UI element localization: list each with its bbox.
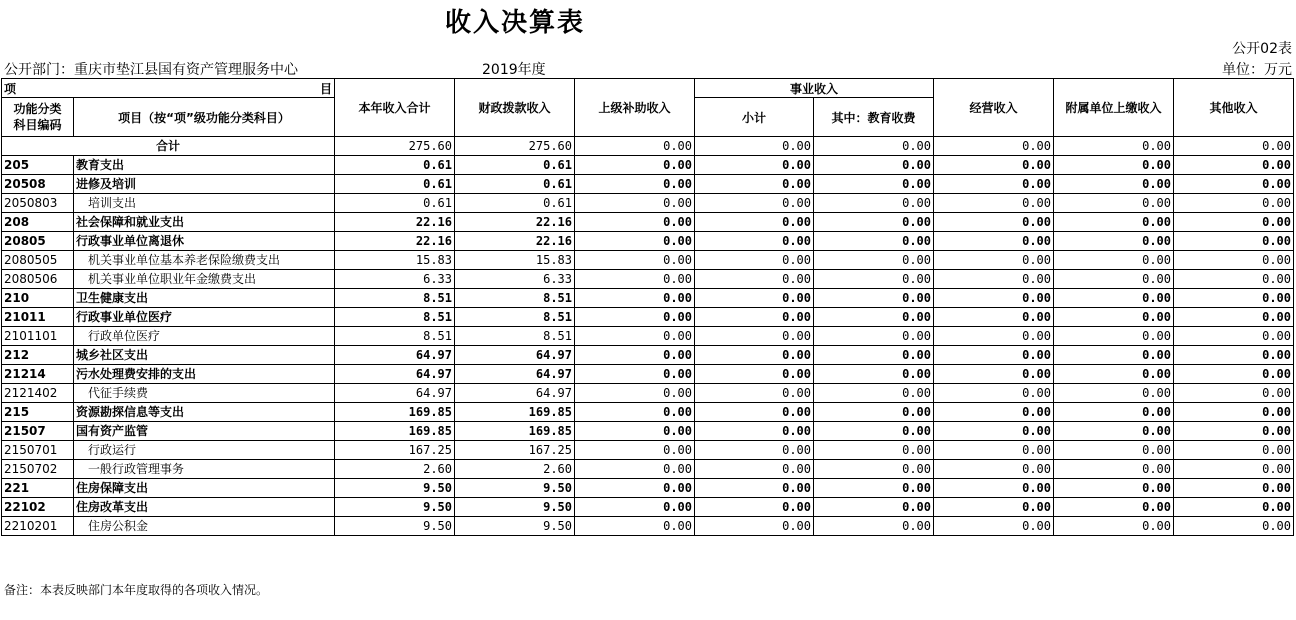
row-value: 0.00 [934, 384, 1054, 403]
col-name: 项目（按“项”级功能分类科目） [74, 98, 335, 137]
col-career: 事业收入 [695, 79, 934, 98]
row-name: 资源勘探信息等支出 [74, 403, 335, 422]
row-value: 0.00 [814, 517, 934, 536]
row-value: 0.00 [695, 232, 814, 251]
row-value: 169.85 [335, 403, 455, 422]
row-value: 0.00 [934, 270, 1054, 289]
table-row [2, 270, 1294, 289]
row-name: 污水处理费安排的支出 [74, 365, 335, 384]
row-value: 15.83 [335, 251, 455, 270]
row-value: 0.00 [575, 289, 695, 308]
row-name: 代征手续费 [74, 384, 335, 403]
table-row [2, 422, 1294, 441]
row-value: 169.85 [455, 422, 575, 441]
table-row [2, 175, 1294, 194]
row-value: 0.00 [575, 175, 695, 194]
row-value: 9.50 [455, 479, 575, 498]
row-value: 0.00 [575, 517, 695, 536]
row-value: 0.00 [934, 232, 1054, 251]
row-code: 2210201 [2, 517, 74, 536]
row-value: 0.00 [1054, 403, 1174, 422]
row-value: 0.00 [1174, 194, 1294, 213]
row-value: 0.00 [695, 403, 814, 422]
row-value: 0.00 [1174, 441, 1294, 460]
row-value: 0.61 [335, 194, 455, 213]
table-row [2, 327, 1294, 346]
row-value: 0.00 [1174, 403, 1294, 422]
row-value: 0.00 [1174, 422, 1294, 441]
row-value: 0.00 [1054, 517, 1174, 536]
row-name: 进修及培训 [74, 175, 335, 194]
row-value: 0.00 [575, 384, 695, 403]
row-value: 275.60 [335, 137, 455, 156]
row-value: 0.00 [814, 289, 934, 308]
row-value: 0.00 [934, 517, 1054, 536]
row-value: 64.97 [335, 346, 455, 365]
row-value: 0.00 [934, 365, 1054, 384]
row-code: 210 [2, 289, 74, 308]
row-code: 2101101 [2, 327, 74, 346]
row-value: 0.00 [1054, 213, 1174, 232]
row-name: 合计 [2, 137, 335, 156]
row-value: 0.00 [934, 156, 1054, 175]
row-value: 8.51 [335, 327, 455, 346]
row-value: 22.16 [455, 213, 575, 232]
row-value: 0.00 [575, 365, 695, 384]
table-row [2, 365, 1294, 384]
row-value: 275.60 [455, 137, 575, 156]
row-value: 0.00 [575, 194, 695, 213]
row-value: 0.00 [814, 194, 934, 213]
row-value: 6.33 [335, 270, 455, 289]
row-value: 0.00 [814, 175, 934, 194]
row-value: 0.00 [814, 365, 934, 384]
table-row [2, 403, 1294, 422]
row-value: 0.00 [575, 460, 695, 479]
row-value: 0.61 [455, 156, 575, 175]
row-value: 0.00 [1174, 308, 1294, 327]
row-value: 0.00 [1054, 308, 1174, 327]
col-education: 其中：教育收费 [814, 98, 934, 137]
item-header [2, 79, 335, 98]
table-row [2, 346, 1294, 365]
form-number: 公开02表 [1232, 41, 1292, 57]
row-value: 0.61 [335, 156, 455, 175]
row-value: 0.00 [1174, 251, 1294, 270]
row-value: 0.00 [695, 327, 814, 346]
table-row [2, 156, 1294, 175]
row-value: 9.50 [335, 479, 455, 498]
row-value: 0.00 [575, 156, 695, 175]
row-value: 0.00 [575, 137, 695, 156]
row-value: 0.00 [1174, 270, 1294, 289]
row-value: 0.00 [695, 365, 814, 384]
row-value: 0.00 [934, 194, 1054, 213]
row-value: 0.00 [1054, 270, 1174, 289]
row-name: 行政运行 [74, 441, 335, 460]
row-value: 0.00 [695, 441, 814, 460]
row-value: 0.00 [1174, 460, 1294, 479]
row-name: 行政事业单位离退休 [74, 232, 335, 251]
row-value: 0.00 [575, 403, 695, 422]
row-code: 2080506 [2, 270, 74, 289]
table-row [2, 194, 1294, 213]
row-value: 0.00 [695, 498, 814, 517]
row-value: 0.61 [335, 175, 455, 194]
row-value: 0.00 [1054, 194, 1174, 213]
row-value: 0.00 [1174, 175, 1294, 194]
row-value: 64.97 [335, 384, 455, 403]
table-row [2, 479, 1294, 498]
row-value: 0.00 [1054, 232, 1174, 251]
row-value: 0.00 [695, 460, 814, 479]
unit-label: 单位：万元 [1222, 62, 1292, 78]
row-value: 9.50 [455, 517, 575, 536]
col-subtotal: 小计 [695, 98, 814, 137]
col-fiscal: 财政拨款收入 [455, 79, 575, 137]
row-name: 住房改革支出 [74, 498, 335, 517]
row-value: 0.00 [1174, 384, 1294, 403]
row-value: 169.85 [455, 403, 575, 422]
row-value: 22.16 [455, 232, 575, 251]
row-value: 0.00 [934, 346, 1054, 365]
row-value: 0.00 [575, 327, 695, 346]
row-value: 0.00 [814, 232, 934, 251]
row-value: 0.00 [1174, 365, 1294, 384]
row-value: 0.00 [814, 270, 934, 289]
row-value: 0.00 [1174, 479, 1294, 498]
row-value: 0.00 [1054, 137, 1174, 156]
row-value: 0.00 [814, 498, 934, 517]
row-value: 8.51 [335, 308, 455, 327]
col-affiliated: 附属单位上缴收入 [1054, 79, 1174, 137]
row-value: 0.00 [814, 137, 934, 156]
row-code: 22102 [2, 498, 74, 517]
row-code: 2121402 [2, 384, 74, 403]
row-value: 0.00 [695, 384, 814, 403]
row-value: 167.25 [335, 441, 455, 460]
row-value: 0.00 [934, 289, 1054, 308]
row-code: 2150701 [2, 441, 74, 460]
row-value: 64.97 [335, 365, 455, 384]
table-row [2, 232, 1294, 251]
row-value: 0.00 [814, 308, 934, 327]
row-value: 0.00 [814, 441, 934, 460]
row-code: 215 [2, 403, 74, 422]
row-value: 0.00 [695, 289, 814, 308]
row-value: 0.00 [695, 422, 814, 441]
row-value: 0.00 [1054, 327, 1174, 346]
row-value: 0.00 [814, 327, 934, 346]
row-value: 0.00 [934, 213, 1054, 232]
row-name: 卫生健康支出 [74, 289, 335, 308]
table-body [2, 137, 1294, 536]
row-value: 169.85 [335, 422, 455, 441]
row-value: 0.00 [695, 270, 814, 289]
row-name: 住房公积金 [74, 517, 335, 536]
row-name: 城乡社区支出 [74, 346, 335, 365]
col-code: 功能分类 科目编码 [2, 98, 74, 137]
table-row [2, 213, 1294, 232]
row-name: 行政事业单位医疗 [74, 308, 335, 327]
row-value: 0.00 [1174, 213, 1294, 232]
row-value: 64.97 [455, 346, 575, 365]
row-value: 0.00 [695, 213, 814, 232]
row-value: 0.00 [934, 498, 1054, 517]
row-value: 8.51 [455, 327, 575, 346]
row-value: 0.00 [814, 251, 934, 270]
table-row [2, 137, 1294, 156]
row-value: 0.00 [934, 175, 1054, 194]
row-value: 0.00 [575, 498, 695, 517]
row-code: 205 [2, 156, 74, 175]
row-code: 2050803 [2, 194, 74, 213]
row-value: 0.00 [934, 441, 1054, 460]
row-value: 0.00 [1054, 156, 1174, 175]
row-value: 0.00 [814, 156, 934, 175]
row-value: 0.61 [455, 194, 575, 213]
row-value: 8.51 [455, 289, 575, 308]
row-value: 2.60 [335, 460, 455, 479]
row-value: 0.00 [575, 213, 695, 232]
col-operating: 经营收入 [934, 79, 1054, 137]
row-value: 0.00 [934, 327, 1054, 346]
row-code: 212 [2, 346, 74, 365]
row-code: 20805 [2, 232, 74, 251]
row-value: 0.00 [575, 346, 695, 365]
row-value: 8.51 [335, 289, 455, 308]
row-code: 21214 [2, 365, 74, 384]
row-value: 0.00 [695, 194, 814, 213]
row-code: 2080505 [2, 251, 74, 270]
row-value: 0.00 [814, 346, 934, 365]
row-value: 0.00 [814, 422, 934, 441]
row-value: 22.16 [335, 213, 455, 232]
row-code: 221 [2, 479, 74, 498]
col-other: 其他收入 [1174, 79, 1294, 137]
row-value: 0.00 [814, 460, 934, 479]
table-row [2, 517, 1294, 536]
table-row [2, 289, 1294, 308]
income-table [1, 78, 1294, 536]
row-value: 0.00 [1174, 517, 1294, 536]
row-value: 0.00 [695, 517, 814, 536]
row-value: 0.00 [695, 479, 814, 498]
row-value: 0.00 [575, 232, 695, 251]
row-value: 0.00 [1174, 137, 1294, 156]
row-value: 167.25 [455, 441, 575, 460]
row-name: 机关事业单位基本养老保险缴费支出 [74, 251, 335, 270]
row-code: 21011 [2, 308, 74, 327]
row-value: 0.00 [695, 308, 814, 327]
row-value: 0.00 [1054, 289, 1174, 308]
row-value: 0.00 [1054, 175, 1174, 194]
row-value: 64.97 [455, 384, 575, 403]
row-value: 0.00 [575, 441, 695, 460]
row-value: 0.00 [814, 403, 934, 422]
row-code: 2150702 [2, 460, 74, 479]
item-header-right: 目 [319, 81, 332, 96]
row-value: 0.00 [1174, 232, 1294, 251]
row-value: 0.00 [934, 251, 1054, 270]
row-value: 2.60 [455, 460, 575, 479]
row-value: 6.33 [455, 270, 575, 289]
table-row [2, 441, 1294, 460]
row-value: 0.00 [575, 308, 695, 327]
row-value: 0.00 [1054, 422, 1174, 441]
row-value: 0.00 [1054, 251, 1174, 270]
row-value: 9.50 [335, 517, 455, 536]
row-name: 机关事业单位职业年金缴费支出 [74, 270, 335, 289]
row-name: 行政单位医疗 [74, 327, 335, 346]
row-value: 0.00 [1174, 289, 1294, 308]
row-name: 社会保障和就业支出 [74, 213, 335, 232]
row-value: 0.00 [575, 422, 695, 441]
row-value: 0.00 [1054, 365, 1174, 384]
row-value: 22.16 [335, 232, 455, 251]
row-value: 0.00 [1054, 346, 1174, 365]
row-value: 0.00 [695, 346, 814, 365]
row-name: 一般行政管理事务 [74, 460, 335, 479]
row-name: 培训支出 [74, 194, 335, 213]
table-row [2, 460, 1294, 479]
row-value: 0.00 [1174, 346, 1294, 365]
row-value: 0.00 [934, 479, 1054, 498]
row-value: 0.61 [455, 175, 575, 194]
row-code: 20508 [2, 175, 74, 194]
col-superior: 上级补助收入 [575, 79, 695, 137]
row-value: 0.00 [1054, 441, 1174, 460]
row-value: 15.83 [455, 251, 575, 270]
page-title: 收入决算表 [444, 8, 585, 38]
row-value: 0.00 [1054, 384, 1174, 403]
row-value: 0.00 [934, 403, 1054, 422]
row-value: 8.51 [455, 308, 575, 327]
row-value: 64.97 [455, 365, 575, 384]
table-row [2, 308, 1294, 327]
row-value: 9.50 [455, 498, 575, 517]
fiscal-year: 2019年度 [482, 62, 546, 78]
row-value: 0.00 [575, 479, 695, 498]
row-value: 0.00 [695, 137, 814, 156]
row-value: 0.00 [1054, 498, 1174, 517]
row-value: 0.00 [1174, 327, 1294, 346]
row-value: 0.00 [1174, 156, 1294, 175]
row-value: 0.00 [1174, 498, 1294, 517]
row-code: 21507 [2, 422, 74, 441]
row-value: 0.00 [934, 460, 1054, 479]
row-name: 住房保障支出 [74, 479, 335, 498]
row-name: 国有资产监管 [74, 422, 335, 441]
row-value: 0.00 [695, 175, 814, 194]
table-row [2, 384, 1294, 403]
row-value: 0.00 [934, 422, 1054, 441]
row-code: 208 [2, 213, 74, 232]
row-value: 0.00 [814, 479, 934, 498]
footnote: 备注：本表反映部门本年度取得的各项收入情况。 [4, 583, 269, 597]
row-value: 0.00 [575, 270, 695, 289]
row-name: 教育支出 [74, 156, 335, 175]
department-label: 公开部门：重庆市垫江县国有资产管理服务中心 [4, 62, 298, 78]
row-value: 0.00 [575, 251, 695, 270]
row-value: 0.00 [1054, 479, 1174, 498]
row-value: 0.00 [695, 156, 814, 175]
item-header-left: 项 [4, 81, 17, 96]
row-value: 0.00 [814, 213, 934, 232]
row-value: 0.00 [934, 308, 1054, 327]
table-row [2, 498, 1294, 517]
table-row [2, 251, 1294, 270]
col-total: 本年收入合计 [335, 79, 455, 137]
row-value: 0.00 [934, 137, 1054, 156]
row-value: 9.50 [335, 498, 455, 517]
row-value: 0.00 [1054, 460, 1174, 479]
row-value: 0.00 [695, 251, 814, 270]
row-value: 0.00 [814, 384, 934, 403]
